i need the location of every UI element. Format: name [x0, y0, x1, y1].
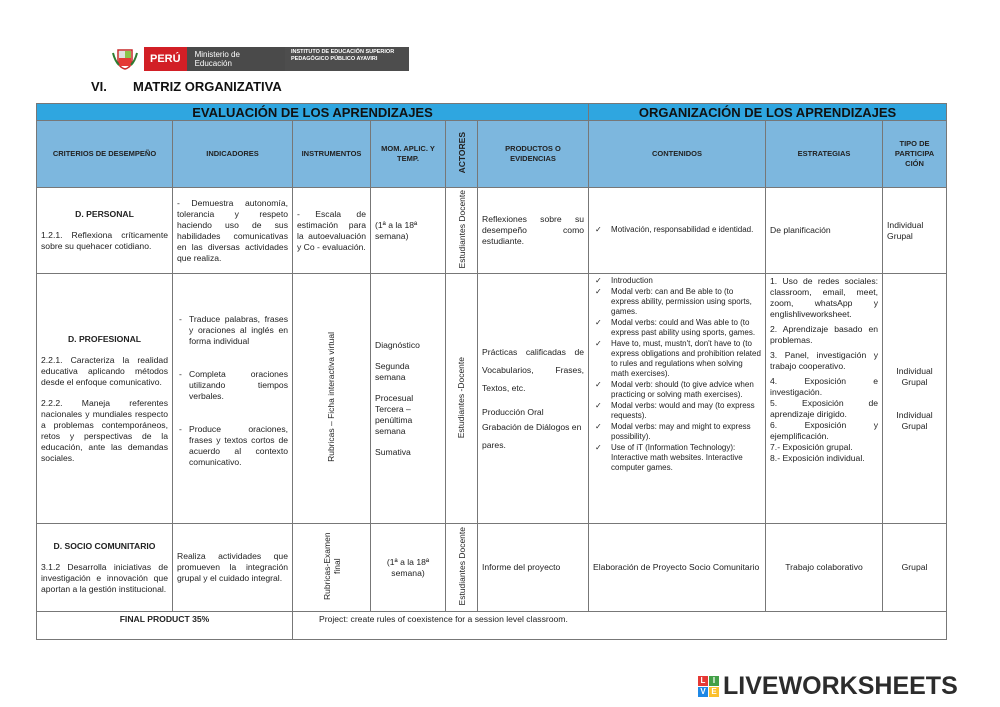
indicator-cell — [173, 274, 293, 524]
actors-cell — [446, 524, 478, 612]
participation-text: Grupal — [887, 230, 913, 241]
col-header-indicators: INDICADORES — [173, 121, 293, 188]
contents-cell: Elaboración de Proyecto Socio Comunitario — [589, 524, 766, 612]
participation-cell — [883, 188, 947, 274]
strategy-item: 7.- Exposición grupal. — [770, 442, 853, 453]
contents-cell — [589, 188, 766, 274]
dimension-title: D. SOCIO COMUNITARIO — [53, 540, 156, 551]
contents-cell — [589, 274, 766, 524]
participation-text: Individual — [887, 219, 924, 230]
strategy-cell: Trabajo colaborativo — [766, 524, 883, 612]
brand-name: LIVEWORKSHEETS — [723, 672, 958, 700]
col-header-contents: CONTENIDOS — [589, 121, 766, 188]
table-row-final — [37, 612, 947, 640]
brand-tiles-icon — [698, 676, 719, 697]
products-cell — [478, 274, 589, 524]
strategy-item: 8.- Exposición individual. — [770, 453, 865, 464]
timing-text: Segunda semana — [375, 360, 410, 382]
strategy-item: 2. Aprendizaje basado en problemas. — [770, 324, 879, 346]
criteria-cell — [37, 188, 173, 274]
criterion-text: 1.2.1. Reflexiona críticamente sobre su quehacer cotidiano. — [41, 230, 168, 252]
indicator-item: - Produce oraciones, frases y textos cortos de acuerdo al contexto comunicativo. — [177, 424, 288, 468]
timing-text: Sumativa — [375, 446, 411, 457]
band-organization: ORGANIZACIÓN DE LOS APRENDIZAJES — [589, 104, 947, 121]
content-item: ✓ Modal verbs: could and Was able to (to express past ability using sports, games. — [593, 318, 761, 338]
indicator-item: - Completa oraciones utilizando tiempos verbales. — [177, 369, 288, 402]
brand-tile: E — [709, 687, 719, 697]
ministry-label: Ministerio de Educación — [187, 47, 287, 71]
strategy-cell — [766, 274, 883, 524]
indicator-cell: - Demuestra autonomía, tolerancia y respeto haciendo uso de sus habilidades comunicativas en las diversas actividades que realiza. — [173, 188, 293, 274]
instrument-text: Rubricas – Ficha interactiva virtual — [326, 332, 336, 463]
content-item: ✓ Modal verbs: may and might to express possibility). — [593, 422, 761, 442]
participation-cell — [883, 274, 947, 524]
instrument-cell — [293, 274, 371, 524]
content-item: ✓ Introduction — [593, 276, 761, 286]
strategy-item: 5. Exposición de aprendizaje dirigido. — [770, 398, 879, 420]
ministry-logo — [110, 47, 287, 71]
content-item: ✓ Use of iT (Information Technology): Interactive math websites. Interactive computer games. — [593, 443, 761, 473]
indicator-item: - Traduce palabras, frases y oraciones al inglés en forma individual — [177, 314, 288, 347]
col-header-timing: MOM. APLIC. Y TEMP. — [371, 121, 446, 188]
institute-label: INSTITUTO DE EDUCACIÓN SUPERIOR PEDAGÓGICO PÚBLICO AYAVIRI — [285, 47, 409, 71]
content-item: ✓ Have to, must, mustn't, don't have to (to express obligations and prohibition related to rules and regulations when solving math exercises). — [593, 339, 761, 379]
timing-text: Diagnóstico — [375, 339, 420, 350]
products-text: Producción Oral — [482, 407, 544, 418]
participation-text: Grupal — [901, 420, 928, 431]
peru-shield-icon — [110, 47, 140, 71]
brand-tile: L — [698, 676, 708, 686]
band-evaluation: EVALUACIÓN DE LOS APRENDIZAJES — [37, 104, 589, 121]
final-product-label: FINAL PRODUCT 35% — [37, 612, 293, 640]
table-row-socio — [37, 524, 947, 612]
actors-header-text: ACTORES — [456, 131, 467, 174]
table-row-personal — [37, 188, 947, 274]
col-header-actors — [446, 121, 478, 188]
participation-cell: Grupal — [883, 524, 947, 612]
actors-text: Estudiantes Docente — [456, 190, 467, 269]
content-item: ✓ Modal verbs: would and may (to express requests). — [593, 401, 761, 421]
table-row-profesional — [37, 274, 947, 524]
strategy-item: 4. Exposición e investigación. — [770, 376, 879, 398]
actors-text: Estudiantes -Docente — [456, 356, 466, 439]
participation-text: Individual — [896, 409, 933, 420]
brand-tile: V — [698, 687, 708, 697]
dimension-title: D. PERSONAL — [75, 209, 134, 220]
timing-cell: (1ª a la 18ª semana) — [371, 188, 446, 274]
strategy-item: 1. Uso de redes sociales: classroom, email, meet, zoom, whatsApp y englishliveworksheet. — [770, 276, 879, 320]
section-title: MATRIZ ORGANIZATIVA — [133, 79, 282, 94]
criterion-text: 3.1.2 Desarrolla iniciativas de investigación e innovación que aportan a la gestión institucional. — [41, 561, 168, 594]
instrument-cell — [293, 524, 371, 612]
content-item: ✓ Modal verb: should (to give advice when practicing or solving math exercises). — [593, 380, 761, 400]
participation-text: Individual — [896, 365, 933, 376]
instrument-cell: - Escala de estimación para la autoevaluación y Co - evaluación. — [293, 188, 371, 274]
actors-cell — [446, 274, 478, 524]
content-item: ✓ Motivación, responsabilidad e identidad. — [593, 225, 761, 235]
col-header-criteria: CRITERIOS DE DESEMPEÑO — [37, 121, 173, 188]
timing-cell: (1ª a la 18ª semana) — [371, 524, 446, 612]
col-header-participation: TIPO DE PARTICIPA CIÓN — [883, 121, 947, 188]
criterion-text: 2.2.1. Caracteriza la realidad educativa aplicando métodos desde el enfoque comunicativo. — [41, 354, 168, 387]
peru-label: PERÚ — [144, 47, 187, 71]
strategy-item: 6. Exposición y ejemplificación. — [770, 420, 879, 442]
final-project-text: Project: create rules of coexistence for a session level classroom. — [293, 612, 947, 640]
instrument-text: Rubricas-Examen final — [321, 532, 342, 601]
col-header-products: PRODUCTOS O EVIDENCIAS — [478, 121, 589, 188]
actors-text: Estudiantes Docente — [456, 527, 467, 606]
criteria-cell — [37, 524, 173, 612]
products-cell: Reflexiones sobre su desempeño como estudiante. — [478, 188, 589, 274]
strategy-item: 3. Panel, investigación y trabajo cooperativo. — [770, 350, 879, 372]
strategy-cell: De planificación — [766, 188, 883, 274]
products-cell: Informe del proyecto — [478, 524, 589, 612]
organizational-matrix — [36, 103, 947, 640]
participation-text: Grupal — [901, 376, 928, 387]
timing-text: Procesual Tercera – penúltima semana — [375, 392, 414, 436]
products-text: Grabación de Diálogos en pares. — [482, 422, 582, 451]
col-header-strategies: ESTRATEGIAS — [766, 121, 883, 188]
criterion-text: 2.2.2. Maneja referentes nacionales y mundiales respecto a problemas contemporáneos, retos y perspectivas de la educación, ante las demandas sociales. — [41, 397, 168, 463]
criteria-cell — [37, 274, 173, 524]
section-number: VI. — [91, 79, 107, 94]
content-item: ✓ Modal verb: can and Be able to (to express ability, permission using sports, games. — [593, 287, 761, 317]
dimension-title: D. PROFESIONAL — [67, 333, 142, 344]
liveworksheets-logo — [698, 672, 958, 701]
timing-cell — [371, 274, 446, 524]
col-header-instruments: INSTRUMENTOS — [293, 121, 371, 188]
brand-tile: I — [709, 676, 719, 686]
actors-cell — [446, 188, 478, 274]
indicator-cell: Realiza actividades que promueven la integración grupal y el cuidado integral. — [173, 524, 293, 612]
products-text: Prácticas calificadas de Vocabularios, Frases, Textos, etc. — [482, 347, 585, 394]
